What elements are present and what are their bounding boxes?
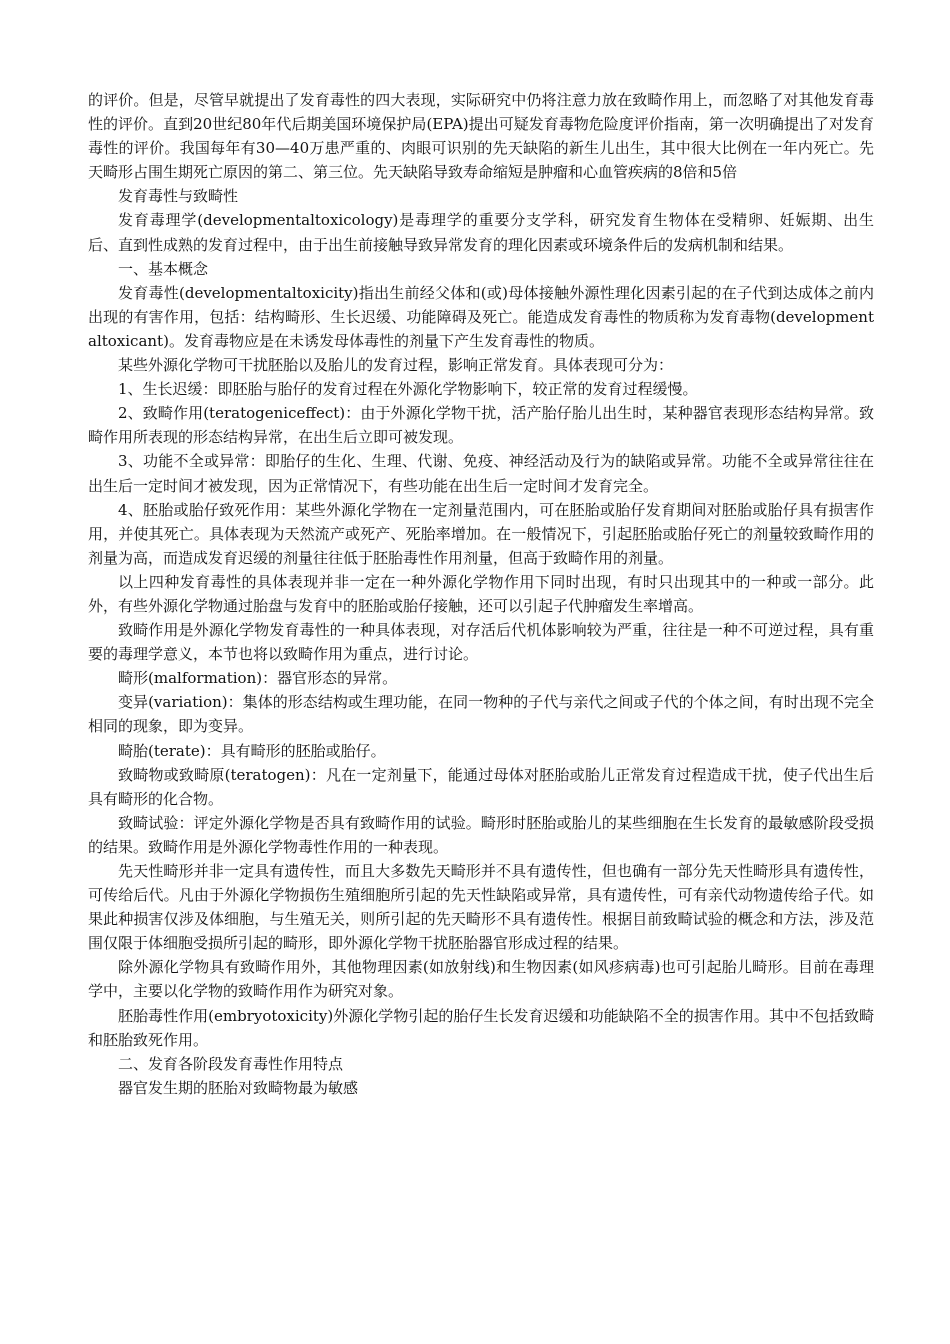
section-heading-developmental-toxicity: 发育毒性与致畸性 [118,187,239,206]
document-body [88,88,874,1100]
paragraph-congenital-heredity: 先天性畸形并非一定具有遗传性，而且大多数先天畸形并不具有遗传性，但也确有一部分先天性畸形具有遗传性，可传给后代。凡由于外源化学物损伤生殖细胞所引起的先天性缺陷或异常，具有遗传性，可有亲代动物遗传给子代。如果此种损害仅涉及体细胞，与生殖无关，则所引起的先天畸形不具有遗传性。根据目前致畸试验的概念和方法，涉及范围仅限于体细胞受损所引起的畸形，即外源化学物干扰胚胎器官形成过程的结果。 [88,862,874,953]
definition-variation: 变异(variation)：集体的形态结构或生理功能，在同一物种的子代与亲代之间或子代的个体之间，有时出现不完全相同的现象，即为变异。 [88,693,874,736]
section-heading-developmental-stages: 二、发育各阶段发育毒性作用特点 [118,1054,344,1073]
definition-teratogen: 致畸物或致畸原(teratogen)：凡在一定剂量下，能通过母体对胚胎或胎儿正常发育过程造成干扰，使子代出生后具有畸形的化合物。 [88,765,874,808]
definition-terate: 畸胎(terate)：具有畸形的胚胎或胎仔。 [118,741,386,760]
paragraph-intro-continuation: 的评价。但是，尽管早就提出了发育毒性的四大表现，实际研究中仍将注意力放在致畸作用上，而忽略了对其他发育毒性的评价。直到20世纪80年代后期美国环境保护局(EPA)提出可疑发育毒物危险度评价指南，第一次明确提出了对发育毒性的评价。我国每年有30—40万患严重的、肉眼可识别的先天缺陷的新生儿出生，其中很大比例在一年内死亡。先天畸形占围生期死亡原因的第二、第三位。先天缺陷导致寿命缩短是肿瘤和心血管疾病的8倍和5倍 [88,91,874,182]
list-item-growth-retardation: 1、生长迟缓：即胚胎与胎仔的发育过程在外源化学物影响下，较正常的发育过程缓慢。 [118,380,698,399]
definition-malformation: 畸形(malformation)：器官形态的异常。 [118,669,398,688]
paragraph-manifestations-intro: 某些外源化学物可干扰胚胎以及胎儿的发育过程，影响正常发育。具体表现可分为： [118,356,674,375]
section-heading-basic-concepts: 一、基本概念 [118,259,209,278]
paragraph-developmental-toxicity-definition: 发育毒性(developmentaltoxicity)指出生前经父体和(或)母体接触外源性理化因素引起的在子代到达成体之前内出现的有害作用，包括：结构畸形、生长迟缓、功能障碍及死亡。能造成发育毒性的物质称为发育毒物(developmentaltoxicant)。发育毒物应是在未诱发母体毒性的剂量下产生发育毒性的物质。 [88,283,874,350]
definition-teratogenicity-test: 致畸试验：评定外源化学物是否具有致畸作用的试验。畸形时胚胎或胎儿的某些细胞在生长发育的最敏感阶段受损的结果。致畸作用是外源化学物毒性作用的一种表现。 [88,813,874,856]
paragraph-four-manifestations: 以上四种发育毒性的具体表现并非一定在一种外源化学物作用下同时出现，有时只出现其中的一种或一部分。此外，有些外源化学物通过胎盘与发育中的胚胎或胎仔接触，还可以引起子代肿瘤发生率增高。 [88,572,874,615]
paragraph-teratogenesis-focus: 致畸作用是外源化学物发育毒性的一种具体表现，对存活后代机体影响较为严重，往往是一种不可逆过程，具有重要的毒理学意义，本节也将以致畸作用为重点，进行讨论。 [88,621,874,664]
list-item-functional-deficiency: 3、功能不全或异常：即胎仔的生化、生理、代谢、免疫、神经活动及行为的缺陷或异常。功能不全或异常往往在出生后一定时间才被发现，因为正常情况下，有些功能在出生后一定时间才发育完全。 [88,452,874,495]
paragraph-other-factors: 除外源化学物具有致畸作用外，其他物理因素(如放射线)和生物因素(如风疹病毒)也可引起胎儿畸形。目前在毒理学中，主要以化学物的致畸作用作为研究对象。 [88,958,874,1001]
definition-embryotoxicity: 胚胎毒性作用(embryotoxicity)外源化学物引起的胎仔生长发育迟缓和功能缺陷不全的损害作用。其中不包括致畸和胚胎致死作用。 [88,1006,874,1049]
list-item-embryo-lethality: 4、胚胎或胎仔致死作用：某些外源化学物在一定剂量范围内，可在胚胎或胎仔发育期间对胚胎或胎仔具有损害作用，并使其死亡。具体表现为天然流产或死产、死胎率增加。在一般情况下，引起胚胎或胎仔死亡的剂量较致畸作用的剂量为高，而造成发育迟缓的剂量往往低于胚胎毒性作用剂量，但高于致畸作用的剂量。 [88,500,874,567]
list-item-teratogenic-effect: 2、致畸作用(teratogeniceffect)：由于外源化学物干扰，活产胎仔胎儿出生时，某种器官表现形态结构异常。致畸作用所表现的形态结构异常，在出生后立即可被发现。 [88,404,874,447]
paragraph-developmental-toxicology: 发育毒理学(developmentaltoxicology)是毒理学的重要分支学科，研究发育生物体在受精卵、妊娠期、出生后、直到性成熟的发育过程中，由于出生前接触导致异常发育的理化因素或环境条件后的发病机制和结果。 [88,211,874,254]
paragraph-organogenesis-sensitivity: 器官发生期的胚胎对致畸物最为敏感 [118,1078,359,1097]
